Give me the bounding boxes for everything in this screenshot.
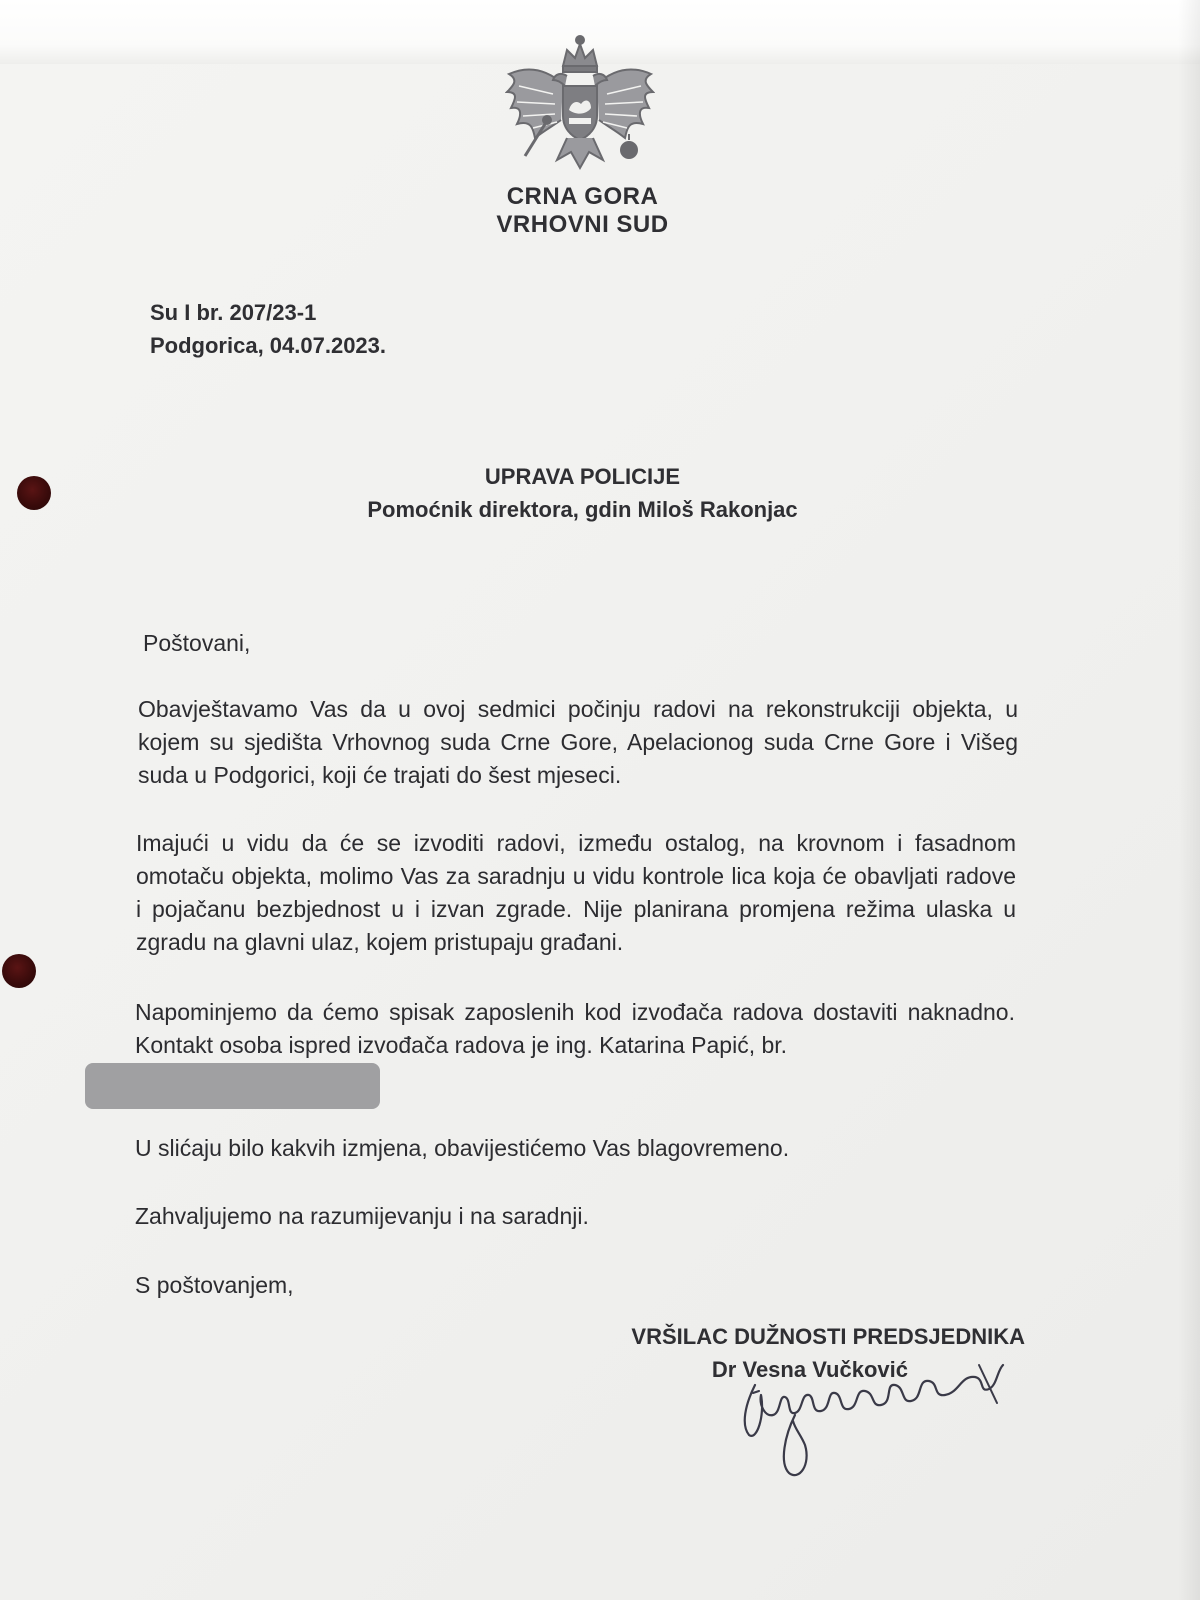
punch-hole [17, 476, 51, 510]
paragraph-4: U slićaju bilo kakvih izmjena, obavijestićemo Vas blagovremeno. [135, 1135, 790, 1161]
paragraph-5: Zahvaljujemo na razumijevanju i na saradnji. [135, 1203, 589, 1229]
closing-phrase: S poštovanjem, [135, 1272, 294, 1298]
salutation: Poštovani, [143, 630, 251, 656]
paragraph-3: Napominjemo da ćemo spisak zaposlenih kod izvođača radova dostaviti naknadno. Kontakt osoba ispred izvođača radova je ing. Katarina Papić, br. [135, 999, 1015, 1058]
paragraph-1: Obavještavamo Vas da u ovoj sedmici počinju radovi na rekonstrukciji objekta, u kojem su sjedišta Vrhovnog suda Crne Gore, Apelacionog suda Crne Gore i Višeg suda u Podgorici, koji će trajati do šest mjeseci. [138, 696, 1018, 788]
recipient-person: Pomoćnik direktora, gdin Miloš Rakonjac [367, 497, 798, 522]
letterhead-institution: VRHOVNI SUD [496, 211, 669, 238]
handwritten-signature-icon [735, 1345, 1025, 1485]
reference-number: Su I br. 207/23-1 [150, 300, 317, 325]
paragraph-2: Imajući u vidu da će se izvoditi radovi, između ostalog, na krovnom i fasadnom omotaču objekta, molimo Vas za saradnju u vidu kontrole lica koja će obavljati radove i pojačanu bezbjednost u i izvan zgrade. Nije planirana promjena režima ulaska u zgradu na glavni ulaz, kojem pristupaju građani. [136, 830, 1016, 955]
signatory-name: Dr Vesna Vučković [711, 1357, 908, 1382]
place-and-date: Podgorica, 04.07.2023. [150, 333, 387, 358]
montenegro-coat-of-arms-icon [505, 28, 655, 178]
paper-right-shadow [1178, 0, 1200, 1600]
redacted-phone-number [85, 1063, 380, 1109]
recipient-organization: UPRAVA POLICIJE [484, 464, 681, 489]
letterhead-country: CRNA GORA [506, 183, 659, 210]
punch-hole [2, 954, 36, 988]
signatory-title: VRŠILAC DUŽNOSTI PREDSJEDNIKA [631, 1324, 1025, 1349]
